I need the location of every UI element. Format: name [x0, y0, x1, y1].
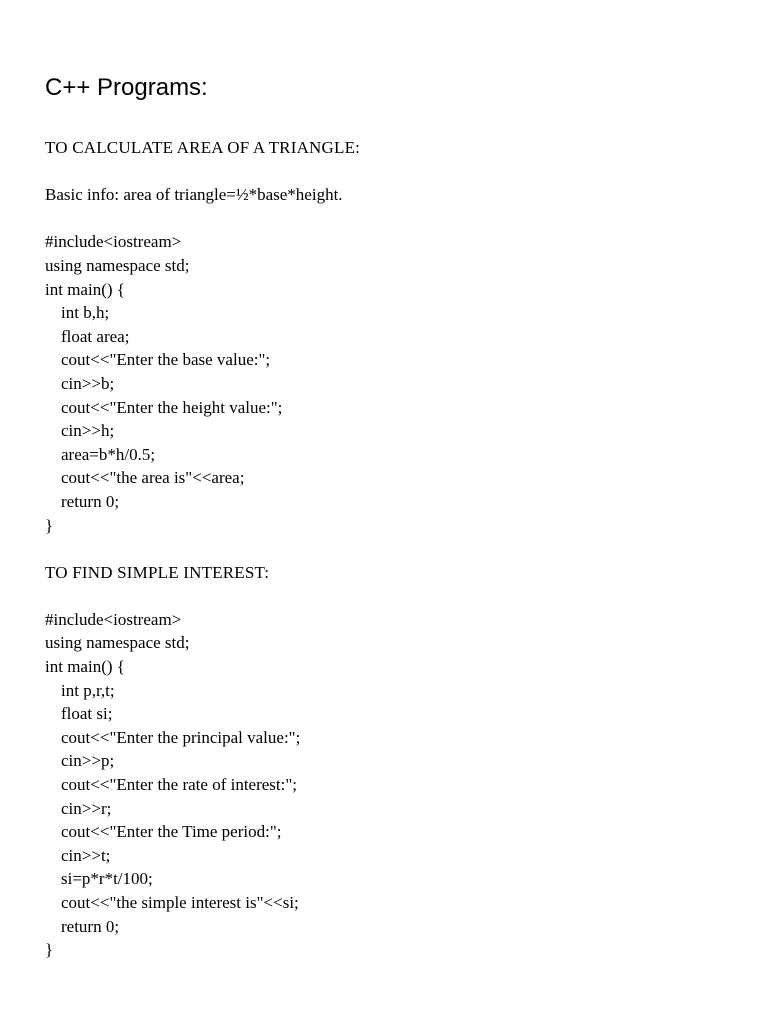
- code-line: cout<<"the area is"<<area;: [61, 468, 245, 488]
- code-line: cout<<"Enter the principal value:";: [61, 727, 301, 747]
- section-heading: TO CALCULATE AREA OF A TRIANGLE:: [45, 138, 361, 157]
- code-line: cout<<"Enter the base value:";: [61, 350, 271, 370]
- page-title: C++ Programs:: [45, 74, 208, 101]
- code-line: int b,h;: [61, 303, 110, 323]
- code-line: using namespace std;: [45, 633, 190, 653]
- code-line: #include<iostream>: [45, 609, 182, 629]
- spacer: [45, 160, 360, 184]
- code-line: using namespace std;: [45, 255, 190, 275]
- code-line: si=p*r*t/100;: [61, 869, 153, 889]
- section-simple-interest: [45, 561, 360, 962]
- code-line: cin>>h;: [61, 421, 115, 441]
- code-line: cin>>b;: [61, 373, 115, 393]
- basic-info-text: Basic info: area of triangle=½*base*height.: [45, 185, 343, 205]
- code-line: float area;: [61, 326, 130, 346]
- code-line: #include<iostream>: [45, 232, 182, 252]
- code-line: }: [45, 515, 54, 535]
- code-line: cin>>p;: [61, 751, 115, 771]
- code-line: return 0;: [61, 916, 120, 936]
- code-line: cout<<"the simple interest is"<<si;: [61, 893, 299, 912]
- code-line: int p,r,t;: [61, 680, 115, 700]
- code-block-simple-interest: [45, 608, 360, 962]
- code-line: area=b*h/0.5;: [61, 444, 156, 464]
- spacer: [45, 537, 360, 561]
- code-line: }: [45, 940, 54, 960]
- spacer: [45, 584, 360, 608]
- code-line: int main() {: [45, 279, 125, 299]
- code-line: int main() {: [45, 657, 125, 677]
- code-line: cout<<"Enter the height value:";: [61, 397, 283, 417]
- code-line: float si;: [61, 704, 113, 724]
- document-body: [45, 136, 360, 962]
- code-line: cout<<"Enter the Time period:";: [61, 822, 282, 842]
- section-heading: TO FIND SIMPLE INTEREST:: [45, 562, 270, 582]
- spacer: [45, 207, 360, 231]
- section-triangle-area: [45, 136, 360, 537]
- code-line: cin>>t;: [61, 845, 111, 865]
- code-line: cout<<"Enter the rate of interest:";: [61, 775, 298, 795]
- code-block-triangle: [45, 230, 360, 537]
- code-line: return 0;: [61, 491, 120, 511]
- code-line: cin>>r;: [61, 798, 112, 818]
